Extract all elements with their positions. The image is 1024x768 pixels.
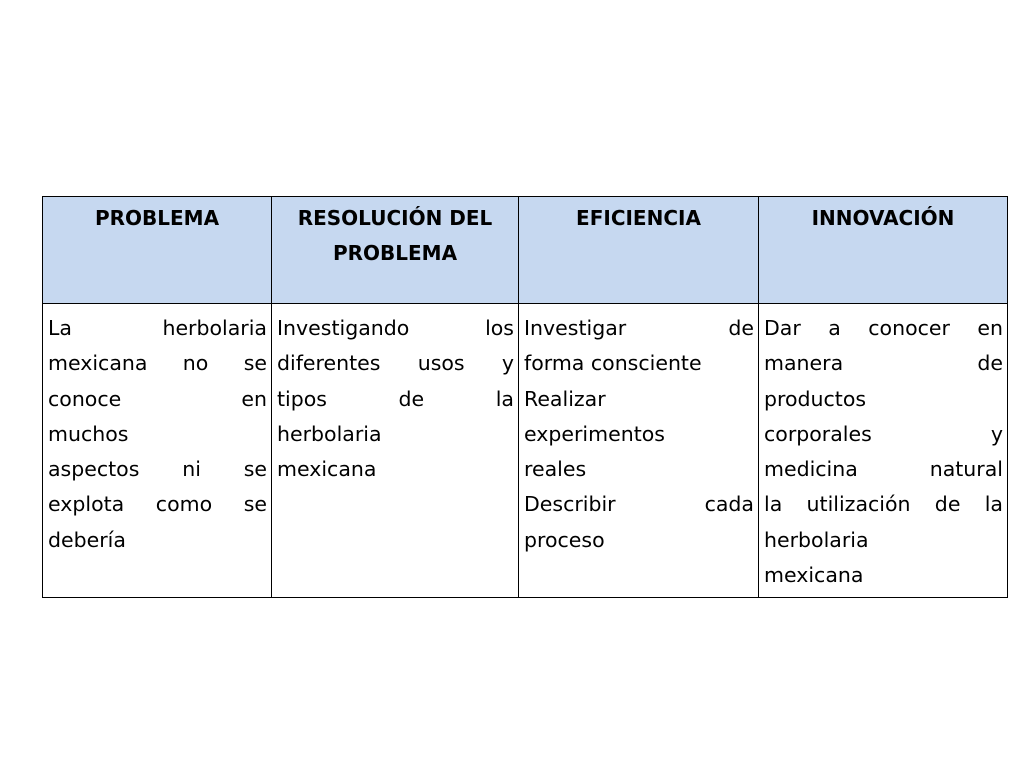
cell-line: corporales y bbox=[764, 421, 1003, 446]
cell-resolucion bbox=[272, 304, 519, 598]
cell-line: muchos bbox=[48, 421, 129, 446]
header-eficiencia: EFICIENCIA bbox=[519, 197, 759, 304]
cell-line: debería bbox=[48, 527, 126, 552]
cell-line: diferentes usos y bbox=[277, 351, 514, 376]
cell-line: Investigando los bbox=[277, 316, 514, 340]
cell-line: la utilización de la bbox=[764, 492, 1003, 517]
cell-line: Realizar bbox=[524, 386, 606, 411]
cell-problema bbox=[43, 304, 272, 598]
cell-line: mexicana no se bbox=[48, 351, 267, 376]
cell-line: proceso bbox=[524, 527, 605, 552]
cell-line: reales bbox=[524, 457, 587, 482]
cell-line: experimentos bbox=[524, 421, 665, 446]
problem-solution-table bbox=[42, 196, 1008, 598]
cell-line: forma consciente bbox=[524, 351, 702, 376]
cell-line: La herbolaria bbox=[48, 316, 267, 340]
cell-innovacion bbox=[759, 304, 1008, 598]
cell-line: Investigar de bbox=[524, 316, 754, 340]
cell-line: mexicana bbox=[764, 563, 864, 588]
header-resolucion-del-problema: RESOLUCIÓN DEL PROBLEMA bbox=[272, 197, 519, 304]
cell-line: productos bbox=[764, 386, 867, 411]
cell-line: herbolaria bbox=[764, 527, 869, 552]
cell-line: manera de bbox=[764, 351, 1003, 376]
cell-line: medicina natural bbox=[764, 457, 1003, 482]
cell-line: herbolaria bbox=[277, 421, 382, 446]
cell-line: tipos de la bbox=[277, 386, 514, 411]
cell-line: Describir cada bbox=[524, 492, 754, 517]
cell-eficiencia bbox=[519, 304, 759, 598]
table-row bbox=[43, 304, 1008, 598]
cell-line: conoce en bbox=[48, 386, 267, 411]
header-problema: PROBLEMA bbox=[43, 197, 272, 304]
cell-line: explota como se bbox=[48, 492, 267, 517]
cell-line: aspectos ni se bbox=[48, 457, 267, 482]
cell-line: Dar a conocer en bbox=[764, 316, 1003, 340]
cell-line: mexicana bbox=[277, 457, 377, 482]
table-header-row bbox=[43, 197, 1008, 304]
header-innovacion: INNOVACIÓN bbox=[759, 197, 1008, 304]
